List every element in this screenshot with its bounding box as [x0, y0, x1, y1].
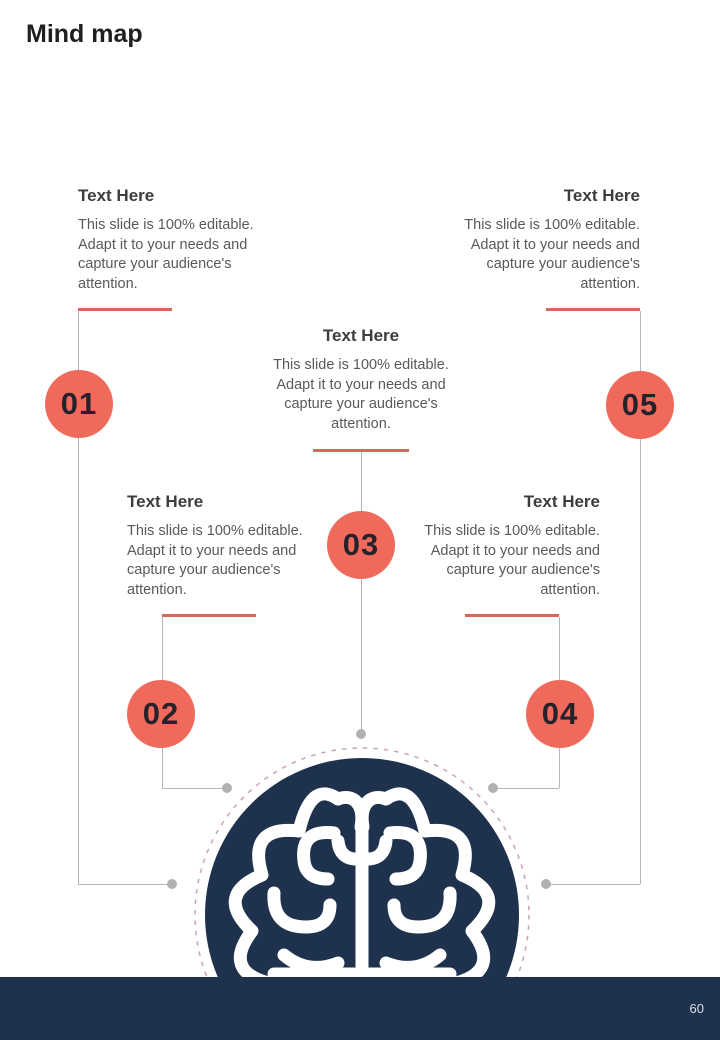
- node-number: 02: [142, 696, 180, 731]
- accent-underline-04: [465, 614, 559, 617]
- connector-dot-03: [356, 729, 366, 739]
- node-number: 05: [621, 387, 659, 422]
- text-block-03: [272, 325, 450, 434]
- node-number: 01: [60, 386, 98, 421]
- text-block-heading: Text Here: [322, 326, 400, 345]
- text-block-body: This slide is 100% editable. Adapt it to your needs and capture your audience's attention.: [424, 523, 600, 598]
- connector-line-05-horizontal: [548, 884, 640, 885]
- text-block-heading: Text Here: [127, 492, 204, 511]
- text-block-body: This slide is 100% editable. Adapt it to your needs and capture your audience's attention.: [273, 357, 449, 432]
- accent-underline-02: [162, 614, 256, 617]
- accent-underline-05: [546, 308, 640, 311]
- text-block-body: This slide is 100% editable. Adapt it to your needs and capture your audience's attention.: [127, 523, 303, 598]
- node-circle-02: [127, 680, 195, 748]
- connector-dot-01: [167, 879, 177, 889]
- page-number: 60: [689, 1001, 704, 1016]
- text-block-heading: Text Here: [78, 186, 155, 205]
- text-block-05: [462, 185, 640, 294]
- connector-line-03-vertical: [361, 452, 362, 730]
- text-block-heading: Text Here: [563, 186, 640, 205]
- text-block-02: [127, 491, 305, 600]
- page-title: Mind map: [26, 20, 143, 48]
- connector-dot-05: [541, 879, 551, 889]
- text-block-heading: Text Here: [523, 492, 600, 511]
- text-block-body: This slide is 100% editable. Adapt it to your needs and capture your audience's attention.: [464, 217, 640, 292]
- node-circle-05: [606, 371, 674, 439]
- node-circle-04: [526, 680, 594, 748]
- text-block-04: [422, 491, 600, 600]
- accent-underline-03: [313, 449, 409, 452]
- connector-line-01-horizontal: [78, 884, 170, 885]
- footer-bar: [0, 977, 720, 1040]
- node-number: 04: [541, 696, 579, 731]
- node-number: 03: [342, 527, 380, 562]
- accent-underline-01: [78, 308, 172, 311]
- text-block-01: [78, 185, 256, 294]
- text-block-body: This slide is 100% editable. Adapt it to your needs and capture your audience's attention.: [78, 217, 254, 292]
- node-circle-01: [45, 370, 113, 438]
- node-circle-03: [327, 511, 395, 579]
